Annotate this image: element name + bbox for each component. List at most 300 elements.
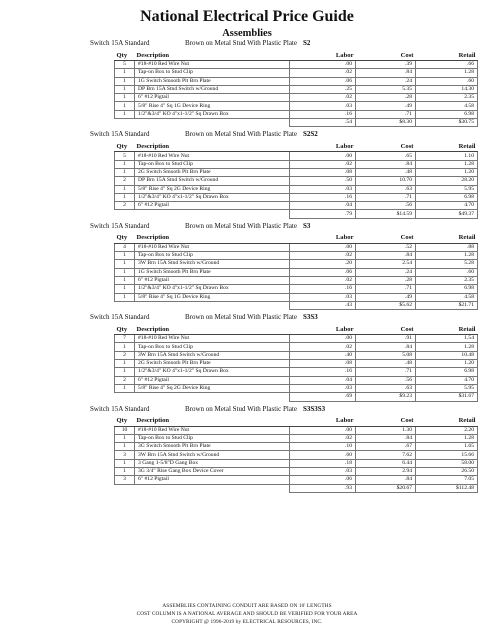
item-qty: 1	[115, 77, 135, 85]
item-cost: 7.62	[356, 451, 416, 459]
item-qty: 1	[115, 260, 135, 268]
assembly-section	[0, 221, 494, 310]
section-header	[0, 404, 494, 414]
item-qty: 1	[115, 69, 135, 77]
assembly-code: S3	[303, 221, 311, 230]
assembly-table	[114, 231, 478, 310]
item-description: Tap-on Box to Stud Clip	[135, 69, 290, 77]
table-row	[115, 168, 478, 176]
item-description: Tap-on Box to Stud Clip	[135, 343, 290, 351]
item-retail: 4.70	[416, 376, 478, 384]
item-labor: .00	[290, 152, 356, 160]
section-category: Switch 15A Standard	[90, 39, 150, 47]
table-row	[115, 443, 478, 451]
item-labor: .16	[290, 285, 356, 293]
item-cost: .65	[356, 152, 416, 160]
totals-row	[115, 210, 478, 218]
table-row	[115, 202, 478, 210]
item-labor: .06	[290, 77, 356, 85]
item-retail: 1.54	[416, 335, 478, 343]
item-description: DP Brn 15A Stnd Switch w/Ground	[135, 85, 290, 93]
item-cost: .84	[356, 160, 416, 168]
item-cost: .71	[356, 285, 416, 293]
assembly-section	[0, 38, 494, 127]
item-cost: .48	[356, 360, 416, 368]
item-cost: .48	[356, 168, 416, 176]
table-row	[115, 285, 478, 293]
item-labor: .03	[290, 293, 356, 301]
item-cost: 10.70	[356, 177, 416, 185]
item-description: 6" #12 Pigtail	[135, 376, 290, 384]
item-qty: 3	[115, 451, 135, 459]
table-row	[115, 152, 478, 160]
assembly-code: S3S3S3	[303, 404, 326, 413]
total-retail: $112.48	[416, 484, 478, 492]
item-retail: 1.28	[416, 160, 478, 168]
section-header	[0, 38, 494, 48]
item-qty: 1	[115, 293, 135, 301]
item-description: 3 Gang 1-5/8"D Gang Box	[135, 459, 290, 467]
assembly-table	[114, 322, 478, 401]
item-qty: 1	[115, 434, 135, 442]
item-description: 1G Switch Smooth Plt Brn Plate	[135, 268, 290, 276]
item-retail: 14.30	[416, 85, 478, 93]
item-labor: .02	[290, 252, 356, 260]
totals-row	[115, 301, 478, 309]
item-qty: 1	[115, 384, 135, 392]
total-cost: $5.62	[356, 301, 416, 309]
total-labor: .43	[290, 301, 356, 309]
item-labor: .16	[290, 110, 356, 118]
assembly-section	[0, 404, 494, 493]
table-row	[115, 85, 478, 93]
assembly-section	[0, 129, 494, 218]
item-cost: .28	[356, 94, 416, 102]
section-category: Switch 15A Standard	[90, 313, 150, 322]
item-cost: .84	[356, 476, 416, 484]
item-labor: .25	[290, 85, 356, 93]
item-cost: .91	[356, 335, 416, 343]
item-cost: .24	[356, 77, 416, 85]
item-labor: .00	[290, 61, 356, 69]
item-labor: .00	[290, 426, 356, 434]
col-labor-header: Labor	[290, 322, 356, 335]
item-retail: 1.20	[416, 360, 478, 368]
table-row	[115, 376, 478, 384]
item-retail: 10.48	[416, 351, 478, 359]
item-labor: .60	[290, 451, 356, 459]
table-row	[115, 160, 478, 168]
item-labor: .20	[290, 260, 356, 268]
item-cost: .24	[356, 268, 416, 276]
item-description: 6" #12 Pigtail	[135, 476, 290, 484]
table-row	[115, 260, 478, 268]
footer-line-cost: COST COLUMN IS A NATIONAL AVERAGE AND SHOULD BE VERIFIED FOR YOUR AREA	[136, 611, 358, 617]
item-qty: 1	[115, 467, 135, 475]
item-cost: 2.94	[356, 467, 416, 475]
item-labor: .18	[290, 459, 356, 467]
col-retail-header: Retail	[416, 322, 478, 335]
col-labor-header: Labor	[290, 231, 356, 244]
col-description-header: Description	[135, 231, 290, 244]
empty-cell	[115, 210, 135, 218]
footer-line-conduit: ASSEMBLIES CONTAINING CONDUIT ARE BASED ON 10' LENGTHS	[162, 603, 332, 609]
table-row	[115, 476, 478, 484]
totals-row	[115, 119, 478, 127]
item-retail: 5.95	[416, 384, 478, 392]
table-row	[115, 110, 478, 118]
table-row	[115, 293, 478, 301]
item-description: #18-#10 Red Wire Nut	[135, 61, 290, 69]
total-labor: .69	[290, 393, 356, 401]
item-qty: 1	[115, 285, 135, 293]
item-cost: .71	[356, 193, 416, 201]
item-retail: 1.10	[416, 152, 478, 160]
item-description: 5/8" Rise 4" Sq 2G Device Ring	[135, 384, 290, 392]
item-description: #18-#10 Red Wire Nut	[135, 426, 290, 434]
col-description-header: Description	[135, 414, 290, 427]
total-retail: $31.67	[416, 393, 478, 401]
section-category: Switch 15A Standard	[90, 404, 150, 413]
col-qty-header: Qty	[115, 322, 135, 335]
col-retail-header: Retail	[416, 139, 478, 152]
table-row	[115, 268, 478, 276]
item-cost: .71	[356, 110, 416, 118]
item-description: DP Brn 15A Stnd Switch w/Ground	[135, 177, 290, 185]
item-labor: .02	[290, 434, 356, 442]
table-row	[115, 243, 478, 251]
section-header	[0, 312, 494, 322]
empty-cell	[115, 484, 135, 492]
page-title: National Electrical Price Guide	[140, 8, 354, 25]
col-retail-header: Retail	[416, 231, 478, 244]
table-row	[115, 185, 478, 193]
item-retail: 1.28	[416, 69, 478, 77]
item-description: Tap-on Box to Stud Clip	[135, 252, 290, 260]
item-labor: .02	[290, 343, 356, 351]
item-qty: 1	[115, 360, 135, 368]
table-row	[115, 368, 478, 376]
item-cost: 2.54	[356, 260, 416, 268]
item-retail: 26.50	[416, 467, 478, 475]
item-retail: 6.98	[416, 368, 478, 376]
item-retail: .66	[416, 61, 478, 69]
item-labor: .03	[290, 384, 356, 392]
item-qty: 1	[115, 276, 135, 284]
table-row	[115, 94, 478, 102]
item-description: 6" #12 Pigtail	[135, 94, 290, 102]
item-labor: .02	[290, 276, 356, 284]
item-labor: .16	[290, 368, 356, 376]
item-cost: .84	[356, 434, 416, 442]
table-row	[115, 467, 478, 475]
col-qty-header: Qty	[115, 414, 135, 427]
col-qty-header: Qty	[115, 231, 135, 244]
item-labor: .04	[290, 202, 356, 210]
item-qty: 2	[115, 177, 135, 185]
page-footer	[0, 602, 494, 626]
item-retail: .88	[416, 243, 478, 251]
item-labor: .03	[290, 467, 356, 475]
col-cost-header: Cost	[356, 414, 416, 427]
item-qty: 2	[115, 351, 135, 359]
item-labor: .08	[290, 168, 356, 176]
table-row	[115, 426, 478, 434]
col-description-header: Description	[135, 139, 290, 152]
table-row	[115, 335, 478, 343]
table-row	[115, 77, 478, 85]
table-row	[115, 434, 478, 442]
item-qty: 4	[115, 243, 135, 251]
item-qty: 1	[115, 343, 135, 351]
section-description: Brown on Metal Stud With Plastic Plate	[185, 404, 297, 413]
item-retail: 1.28	[416, 434, 478, 442]
item-cost: .52	[356, 243, 416, 251]
total-cost: $9.23	[356, 393, 416, 401]
table-row	[115, 61, 478, 69]
item-labor: .04	[290, 376, 356, 384]
item-qty: 7	[115, 335, 135, 343]
item-description: 1/2"&3/4" KO 4"x1-1/2" Sq Drawn Box	[135, 368, 290, 376]
item-description: #18-#10 Red Wire Nut	[135, 152, 290, 160]
page-subtitle: Assemblies	[222, 28, 272, 39]
table-row	[115, 102, 478, 110]
item-description: 3W Brn 15A Stnd Switch w/Ground	[135, 260, 290, 268]
item-qty: 1	[115, 168, 135, 176]
item-cost: .84	[356, 343, 416, 351]
section-description: Brown on Metal Stud With Plastic Plate	[185, 39, 297, 47]
empty-cell	[135, 210, 290, 218]
item-retail: 7.05	[416, 476, 478, 484]
col-retail-header: Retail	[416, 414, 478, 427]
item-qty: 1	[115, 459, 135, 467]
col-retail-header: Retail	[416, 48, 478, 61]
total-cost: $14.59	[356, 210, 416, 218]
assembly-code: S3S3	[303, 313, 318, 322]
total-labor: .54	[290, 119, 356, 127]
item-description: 2G Switch Smooth Plt Brn Plate	[135, 168, 290, 176]
assembly-table	[114, 414, 478, 493]
item-cost: .67	[356, 443, 416, 451]
item-cost: .63	[356, 185, 416, 193]
item-description: #18-#10 Red Wire Nut	[135, 335, 290, 343]
item-description: #18-#10 Red Wire Nut	[135, 243, 290, 251]
item-labor: .02	[290, 69, 356, 77]
assembly-table	[114, 48, 478, 127]
table-row	[115, 343, 478, 351]
item-retail: 4.58	[416, 293, 478, 301]
col-qty-header: Qty	[115, 139, 135, 152]
assembly-code: S2S2	[303, 130, 318, 139]
item-qty: 2	[115, 202, 135, 210]
item-retail: 58.00	[416, 459, 478, 467]
table-row	[115, 384, 478, 392]
item-labor: .00	[290, 243, 356, 251]
item-cost: 6.44	[356, 459, 416, 467]
item-qty: 1	[115, 94, 135, 102]
item-description: 3W Brn 15A Stnd Switch w/Ground	[135, 451, 290, 459]
total-labor: .79	[290, 210, 356, 218]
item-qty: 1	[115, 102, 135, 110]
item-cost: .49	[356, 102, 416, 110]
item-description: 2G Switch Smooth Plt Brn Plate	[135, 360, 290, 368]
table-row	[115, 177, 478, 185]
item-qty: 5	[115, 152, 135, 160]
item-cost: 1.30	[356, 426, 416, 434]
section-description: Brown on Metal Stud With Plastic Plate	[185, 313, 297, 322]
item-description: 6" #12 Pigtail	[135, 202, 290, 210]
footer-line-copyright: COPYRIGHT @ 1996-2019 by ELECTRICAL RESOURCES, INC.	[171, 619, 323, 625]
col-cost-header: Cost	[356, 231, 416, 244]
item-cost: .56	[356, 376, 416, 384]
item-description: 6" #12 Pigtail	[135, 276, 290, 284]
table-row	[115, 69, 478, 77]
col-labor-header: Labor	[290, 414, 356, 427]
totals-row	[115, 393, 478, 401]
item-retail: 1.28	[416, 343, 478, 351]
col-labor-header: Labor	[290, 48, 356, 61]
table-row	[115, 351, 478, 359]
item-labor: .03	[290, 185, 356, 193]
item-description: 3G Switch Smooth Plt Brn Plate	[135, 443, 290, 451]
item-description: 5/8" Rise 4" Sq 2G Device Ring	[135, 185, 290, 193]
item-cost: .71	[356, 368, 416, 376]
total-cost: $20.67	[356, 484, 416, 492]
assembly-section	[0, 312, 494, 401]
item-qty: 5	[115, 61, 135, 69]
item-retail: 4.58	[416, 102, 478, 110]
col-cost-header: Cost	[356, 139, 416, 152]
item-description: 3W Brn 15A Stnd Switch w/Ground	[135, 351, 290, 359]
table-row	[115, 360, 478, 368]
item-qty: 1	[115, 110, 135, 118]
item-qty: 1	[115, 85, 135, 93]
item-retail: 6.98	[416, 193, 478, 201]
item-retail: 5.28	[416, 260, 478, 268]
item-retail: 2.35	[416, 276, 478, 284]
section-category: Switch 15A Standard	[90, 130, 150, 139]
item-retail: 1.20	[416, 168, 478, 176]
assembly-sections	[0, 36, 494, 493]
item-cost: .84	[356, 252, 416, 260]
item-labor: .02	[290, 160, 356, 168]
section-header	[0, 221, 494, 231]
total-labor: .93	[290, 484, 356, 492]
table-row	[115, 459, 478, 467]
item-qty: 1	[115, 443, 135, 451]
item-cost: .63	[356, 384, 416, 392]
item-description: 1G Switch Smooth Plt Brn Plate	[135, 77, 290, 85]
item-labor: .02	[290, 94, 356, 102]
empty-cell	[115, 393, 135, 401]
total-retail: $30.75	[416, 119, 478, 127]
table-row	[115, 451, 478, 459]
item-cost: 5.08	[356, 351, 416, 359]
col-description-header: Description	[135, 322, 290, 335]
section-description: Brown on Metal Stud With Plastic Plate	[185, 130, 297, 139]
empty-cell	[135, 393, 290, 401]
totals-row	[115, 484, 478, 492]
assembly-table	[114, 139, 478, 218]
table-row	[115, 193, 478, 201]
col-labor-header: Labor	[290, 139, 356, 152]
item-retail: 2.20	[416, 426, 478, 434]
item-retail: 28.20	[416, 177, 478, 185]
item-retail: 1.28	[416, 252, 478, 260]
item-qty: 1	[115, 268, 135, 276]
empty-cell	[135, 484, 290, 492]
col-description-header: Description	[135, 48, 290, 61]
item-labor: .00	[290, 335, 356, 343]
col-cost-header: Cost	[356, 48, 416, 61]
item-description: Tap-on Box to Stud Clip	[135, 160, 290, 168]
empty-cell	[135, 119, 290, 127]
item-qty: 2	[115, 376, 135, 384]
item-labor: .10	[290, 443, 356, 451]
item-retail: 4.70	[416, 202, 478, 210]
item-description: Tap-on Box to Stud Clip	[135, 434, 290, 442]
item-cost: .28	[356, 276, 416, 284]
item-retail: 15.66	[416, 451, 478, 459]
item-description: 5/8" Rise 4" Sq 1G Device Ring	[135, 293, 290, 301]
item-labor: .16	[290, 193, 356, 201]
section-category: Switch 15A Standard	[90, 221, 150, 230]
item-retail: 6.98	[416, 285, 478, 293]
item-description: 5/8" Rise 4" Sq 1G Device Ring	[135, 102, 290, 110]
item-cost: .84	[356, 69, 416, 77]
item-qty: 1	[115, 368, 135, 376]
item-description: 3G 3/4" Rise Gang Box Device Cover	[135, 467, 290, 475]
item-qty: 1	[115, 160, 135, 168]
item-qty: 3	[115, 476, 135, 484]
item-retail: .60	[416, 77, 478, 85]
col-qty-header: Qty	[115, 48, 135, 61]
item-qty: 1	[115, 185, 135, 193]
section-description: Brown on Metal Stud With Plastic Plate	[185, 221, 297, 230]
item-labor: .40	[290, 351, 356, 359]
item-labor: .50	[290, 177, 356, 185]
item-cost: .49	[356, 293, 416, 301]
item-retail: .60	[416, 268, 478, 276]
item-cost: .39	[356, 61, 416, 69]
assembly-code: S2	[303, 39, 311, 47]
empty-cell	[115, 301, 135, 309]
col-cost-header: Cost	[356, 322, 416, 335]
table-row	[115, 276, 478, 284]
empty-cell	[135, 301, 290, 309]
item-qty: 10	[115, 426, 135, 434]
item-labor: .08	[290, 360, 356, 368]
total-retail: $21.71	[416, 301, 478, 309]
empty-cell	[115, 119, 135, 127]
item-cost: 5.35	[356, 85, 416, 93]
item-labor: .06	[290, 268, 356, 276]
item-cost: .56	[356, 202, 416, 210]
item-qty: 1	[115, 193, 135, 201]
item-retail: 6.98	[416, 110, 478, 118]
total-cost: $8.30	[356, 119, 416, 127]
total-retail: $49.37	[416, 210, 478, 218]
item-qty: 1	[115, 252, 135, 260]
item-description: 1/2"&3/4" KO 4"x1-1/2" Sq Drawn Box	[135, 110, 290, 118]
item-retail: 1.65	[416, 443, 478, 451]
item-description: 1/2"&3/4" KO 4"x1-1/2" Sq Drawn Box	[135, 285, 290, 293]
item-retail: 5.95	[416, 185, 478, 193]
item-labor: .06	[290, 476, 356, 484]
item-description: 1/2"&3/4" KO 4"x1-1/2" Sq Drawn Box	[135, 193, 290, 201]
table-row	[115, 252, 478, 260]
section-header	[0, 129, 494, 139]
